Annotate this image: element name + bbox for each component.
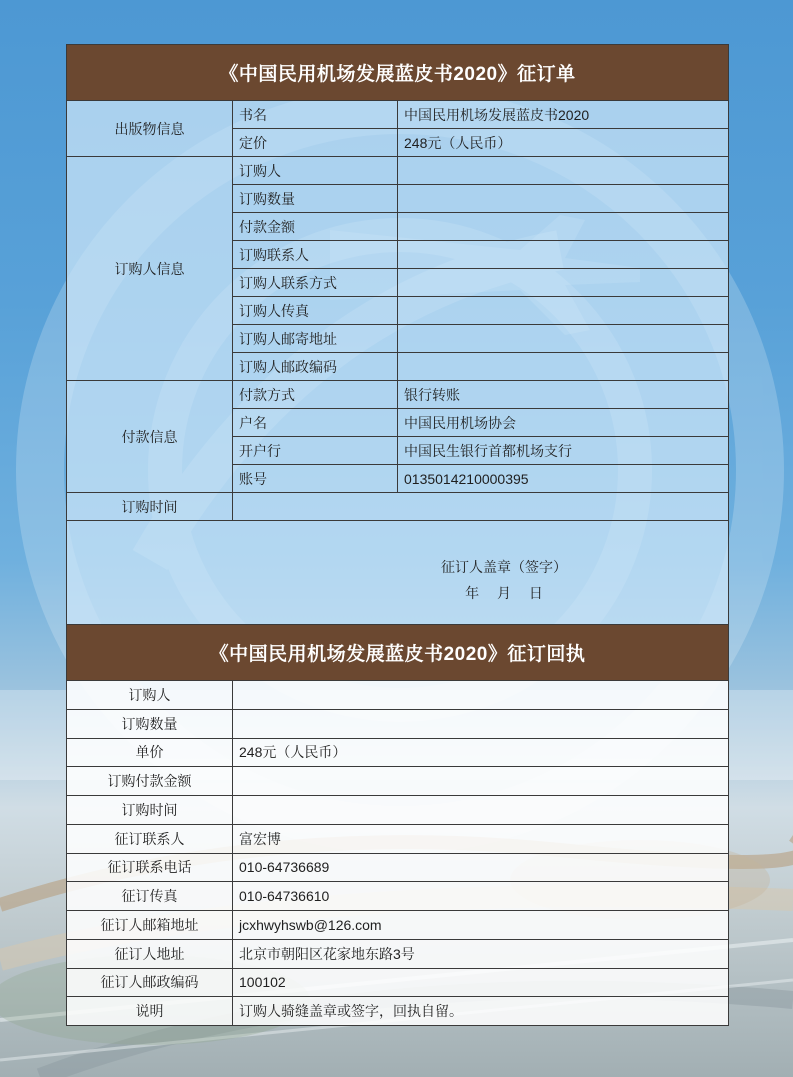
order-quantity-label: 订购数量 xyxy=(233,185,398,213)
buyer-fax-label: 订购人传真 xyxy=(233,297,398,325)
buyer-contact-label: 订购联系人 xyxy=(233,241,398,269)
receipt-fax-value: 010-64736610 xyxy=(233,882,729,911)
payment-method-label: 付款方式 xyxy=(233,381,398,409)
receipt-phone-label: 征订联系电话 xyxy=(67,853,233,882)
buyer-postcode-value xyxy=(398,353,729,381)
buyer-name-label: 订购人 xyxy=(233,157,398,185)
buyer-name-value xyxy=(398,157,729,185)
receipt-postcode-value: 100102 xyxy=(233,968,729,997)
bank-value: 中国民生银行首都机场支行 xyxy=(398,437,729,465)
receipt-email-label: 征订人邮箱地址 xyxy=(67,911,233,940)
buyer-address-label: 订购人邮寄地址 xyxy=(233,325,398,353)
receipt-payment-amount-label: 订购付款金额 xyxy=(67,767,233,796)
receipt-payment-amount-value xyxy=(233,767,729,796)
account-name-label: 户名 xyxy=(233,409,398,437)
receipt-order-time-label: 订购时间 xyxy=(67,796,233,825)
order-form-title: 《中国民用机场发展蓝皮书2020》征订单 xyxy=(67,45,729,101)
buyer-phone-label: 订购人联系方式 xyxy=(233,269,398,297)
publication-info-label: 出版物信息 xyxy=(67,101,233,157)
payment-info-label: 付款信息 xyxy=(67,381,233,493)
buyer-address-value xyxy=(398,325,729,353)
receipt-note-value: 订购人骑缝盖章或签字，回执自留。 xyxy=(233,997,729,1026)
price-value: 248元（人民币） xyxy=(398,129,729,157)
payment-amount-label: 付款金额 xyxy=(233,213,398,241)
receipt-contact-label: 征订联系人 xyxy=(67,824,233,853)
order-time-label: 订购时间 xyxy=(67,493,233,521)
receipt-title: 《中国民用机场发展蓝皮书2020》征订回执 xyxy=(67,625,729,681)
book-title-value: 中国民用机场发展蓝皮书2020 xyxy=(398,101,729,129)
bank-label: 开户行 xyxy=(233,437,398,465)
book-title-label: 书名 xyxy=(233,101,398,129)
receipt-quantity-value xyxy=(233,709,729,738)
payment-method-value: 银行转账 xyxy=(398,381,729,409)
receipt-order-time-value xyxy=(233,796,729,825)
buyer-contact-value xyxy=(398,241,729,269)
buyer-postcode-label: 订购人邮政编码 xyxy=(233,353,398,381)
receipt-unit-price-label: 单价 xyxy=(67,738,233,767)
receipt-address-value: 北京市朝阳区花家地东路3号 xyxy=(233,939,729,968)
order-quantity-value xyxy=(398,185,729,213)
receipt-email-value: jcxhwyhswb@126.com xyxy=(233,911,729,940)
receipt-buyer-value xyxy=(233,681,729,710)
price-label: 定价 xyxy=(233,129,398,157)
buyer-info-label: 订购人信息 xyxy=(67,157,233,381)
receipt-quantity-label: 订购数量 xyxy=(67,709,233,738)
receipt-address-label: 征订人地址 xyxy=(67,939,233,968)
order-form-table xyxy=(66,44,729,625)
account-number-value: 0135014210000395 xyxy=(398,465,729,493)
receipt-table xyxy=(66,624,729,1026)
signature-date-label: 年 月 日 xyxy=(465,585,543,601)
buyer-fax-value xyxy=(398,297,729,325)
receipt-fax-label: 征订传真 xyxy=(67,882,233,911)
account-name-value: 中国民用机场协会 xyxy=(398,409,729,437)
buyer-phone-value xyxy=(398,269,729,297)
account-number-label: 账号 xyxy=(233,465,398,493)
receipt-phone-value: 010-64736689 xyxy=(233,853,729,882)
signature-area xyxy=(67,521,729,625)
order-form xyxy=(66,44,728,1026)
order-time-value xyxy=(233,493,729,521)
receipt-buyer-label: 订购人 xyxy=(67,681,233,710)
receipt-postcode-label: 征订人邮政编码 xyxy=(67,968,233,997)
receipt-note-label: 说明 xyxy=(67,997,233,1026)
receipt-contact-value: 富宏博 xyxy=(233,824,729,853)
payment-amount-value xyxy=(398,213,729,241)
receipt-unit-price-value: 248元（人民币） xyxy=(233,738,729,767)
stamp-signature-label: 征订人盖章（签字） xyxy=(441,559,567,575)
